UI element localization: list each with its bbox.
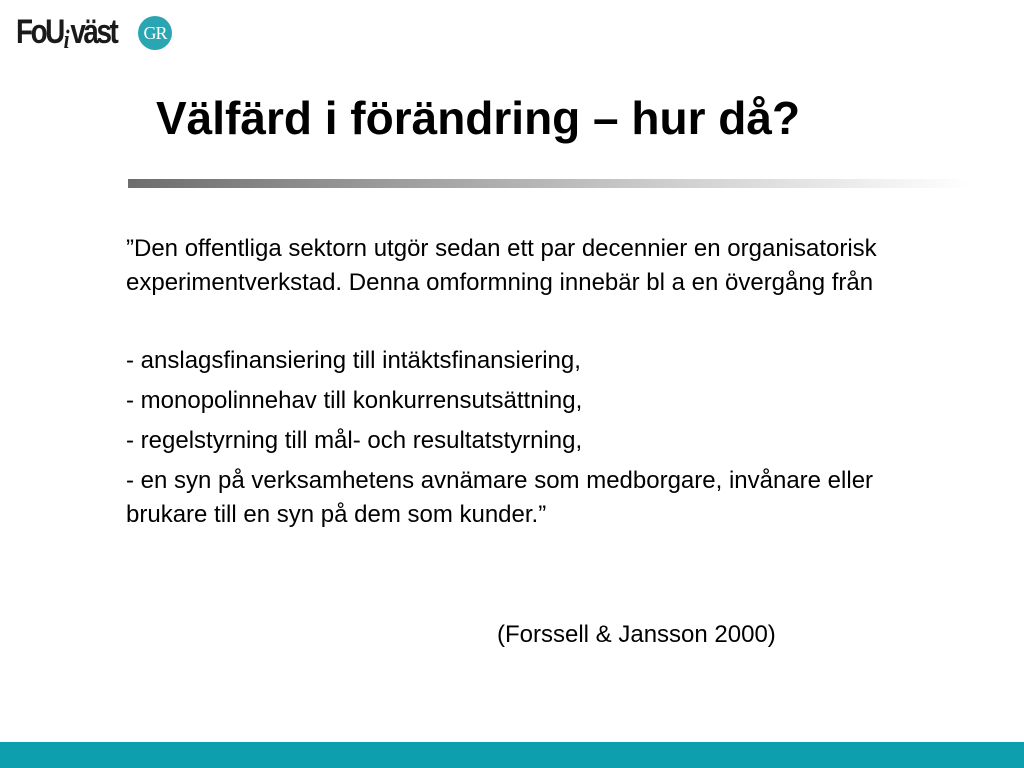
bullet-item: - anslagsfinansiering till intäktsfinansiering,	[126, 347, 581, 374]
fou-i-vast-logo	[16, 12, 167, 54]
bullet-item: - en syn på verksamhetens avnämare som medborgare, invånare eller brukare till en syn på dem som kunder.”	[126, 467, 874, 528]
logo-text-fou: FoU	[16, 12, 63, 51]
quote-intro: ”Den offentliga sektorn utgör sedan ett par decennier en organisatorisk experimentverkstad. Denna omformning innebär bl a en övergång från	[126, 235, 877, 296]
logo-text-vast: väst	[70, 12, 117, 51]
slide-title: Välfärd i förändring – hur då?	[156, 92, 801, 144]
logo-gr-badge: GR	[138, 16, 172, 50]
citation: (Forssell & Jansson 2000)	[497, 621, 776, 648]
title-divider	[128, 179, 970, 188]
slide-body	[126, 232, 946, 538]
logo-wordmark	[16, 11, 116, 56]
footer-bar	[0, 742, 1024, 768]
logo-text-i: i	[63, 24, 70, 54]
bullet-item: - monopolinnehav till konkurrensutsättning,	[126, 387, 583, 414]
bullet-item: - regelstyrning till mål- och resultatstyrning,	[126, 427, 583, 454]
